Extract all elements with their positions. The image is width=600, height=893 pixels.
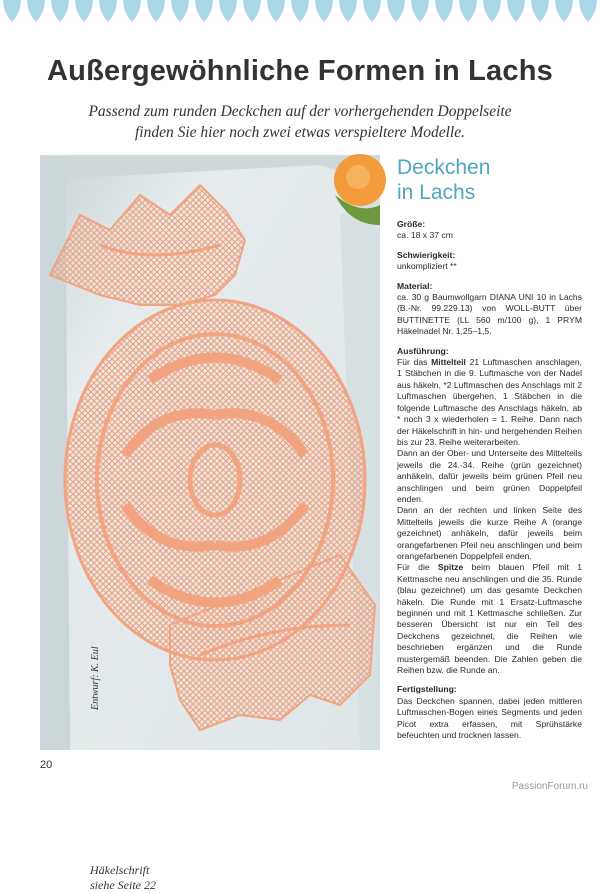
drop-icon — [579, 0, 597, 22]
drop-icon — [219, 0, 237, 22]
drop-icon — [3, 0, 21, 22]
article-column — [397, 155, 582, 749]
execution-paragraph-1: Für das Mittelteil 21 Luftmaschen anschlagen, 1 Stäbchen in die 9. Luftmasche von der Nadel aus häkeln, *2 Luftmaschen des Anschlags mit 2 Luftmaschen übergehen, 1 Stäbchen in die folgende Luftmasche des Anschlags häkeln, ab * noch 3 x wiederholen = 1. Reihe. Dann nach der Häkelschrift in hin- und hergehenden Reihen bis zur 23. Reihe weiterarbeiten. — [397, 357, 582, 447]
article-heading: Deckchen in Lachs — [397, 156, 491, 204]
drop-icon — [27, 0, 45, 22]
pattern-reference: Häkelschrift siehe Seite 22 — [90, 863, 156, 892]
size-section: Größe: ca. 18 x 37 cm — [397, 219, 453, 241]
drop-icon — [99, 0, 117, 22]
drop-icon — [459, 0, 477, 22]
page-number: 20 — [40, 759, 53, 771]
intro-text: Passend zum runden Deckchen auf der vorhergehenden Doppelseite finden Sie hier noch zwei etwas verspieltere Modelle. — [88, 103, 512, 141]
drop-icon — [315, 0, 333, 22]
drop-icon — [483, 0, 501, 22]
execution-section: Ausführung: Für das Mittelteil 21 Luftmaschen anschlagen, 1 Stäbchen in die 9. Luftmasche von der Nadel aus häkeln, *2 Luftmaschen des Anschlags mit 2 Luftmaschen übergehen, 1 Stäbchen in die folgende Luftmasche des Anschlags häkeln, ab * noch 3 x wiederholen = 1. Reihe. Dann nach der Häkelschrift in hin- und hergehenden Reihen bis zur 23. Reihe weiterarbeiten. Dann an der Ober- und Unterseite des Mittelteils jeweils die 24.-34. Reihe (grün gezeichnet) anhäkeln, dafür jeweils beim grünen Pfeil neu anschlingen und beim grünen Doppelpfeil enden. Dann an der rechten und linken Seite des Mittelteils jeweils die kurze Reihe A (orange gezeichnet) anhäkeln, dafür jeweils beim orangefarbenen Pfeil neu anschlingen und beim orangefarbenen Doppelpfeil enden. Für die Spitze beim blauen Pfeil mit 1 Kettmasche neu anschlingen und die 35. Runde (blau gezeichnet) um das gesamte Deckchen häkeln. Die Runde mit 1 Ersatz-Luftmasche beginnen und mit 1 Kettmasche schließen. Zur besseren Übersicht ist nur ein Teil des Deckchens gezeichnet, die Reihen wie beschrieben ergänzen und die Runde mustergemäß beenden. Die Zahlen geben die Reihen bzw. die Runde an. — [397, 345, 583, 676]
drop-icon — [339, 0, 357, 22]
drop-icon — [531, 0, 549, 22]
drop-icon — [123, 0, 141, 22]
execution-paragraph-2: Dann an der Ober- und Unterseite des Mittelteils jeweils die 24.-34. Reihe (grün gezeichnet) anhäkeln, dafür jeweils beim grünen Pfeil neu anschlingen und beim grünen Doppelpfeil enden. — [397, 448, 582, 504]
difficulty-section: Schwierigkeit: unkompliziert ** — [397, 249, 457, 272]
material-section: Material: ca. 30 g Baumwollgarn DIANA UNI 10 in Lachs (B.-Nr. 99.229.13) von WOLL-BUTT über BUTTINETTE (LL 560 m/100 g), 1 PRYM Häkelnadel Nr. 1,25–1,5. — [397, 280, 582, 337]
execution-paragraph-4: Für die Spitze beim blauen Pfeil mit 1 Kettmasche neu anschlingen und die 35. Runde (blau gezeichnet) um das gesamte Deckchen häkeln. Die Runde mit 1 Ersatz-Luftmasche beginnen und mit 1 Kettmasche schließen. Zur besseren Übersicht ist nur ein Teil des Deckchens gezeichnet, die Reihen wie beschrieben ergänzen und die Runde mustergemäß beenden. Die Zahlen geben die Reihen bzw. die Runde an. — [397, 562, 583, 676]
drop-icon — [195, 0, 213, 22]
watermark: PassionForum.ru — [511, 781, 588, 792]
drop-icon — [507, 0, 525, 22]
drop-border — [0, 0, 600, 40]
drop-icon — [363, 0, 381, 22]
page-title: Außergewöhnliche Formen in Lachs — [47, 55, 553, 87]
drop-icon — [51, 0, 69, 22]
drop-icon — [291, 0, 309, 22]
drop-icon — [147, 0, 165, 22]
drop-icon — [171, 0, 189, 22]
drop-icon — [267, 0, 285, 22]
drop-icon — [387, 0, 405, 22]
drop-icon — [411, 0, 429, 22]
execution-paragraph-3: Dann an der rechten und linken Seite des Mittelteils jeweils die kurze Reihe A (orange gezeichnet) anhäkeln, dafür jeweils beim orangefarbenen Pfeil neu anschlingen und beim orangefarbenen Doppelpfeil enden. — [397, 505, 582, 561]
design-credit: Entwurf: K. Eul — [90, 646, 101, 710]
drop-icon — [75, 0, 93, 22]
drop-icon — [555, 0, 573, 22]
finishing-section: Fertigstellung: Das Deckchen spannen, dabei jeden mittleren Luftmaschen-Bogen eines Segments und jeden Picot extra erfassen, mit Sprühstärke befeuchten und trocknen lassen. — [397, 684, 582, 741]
drop-icon — [243, 0, 261, 22]
drop-icon — [435, 0, 453, 22]
